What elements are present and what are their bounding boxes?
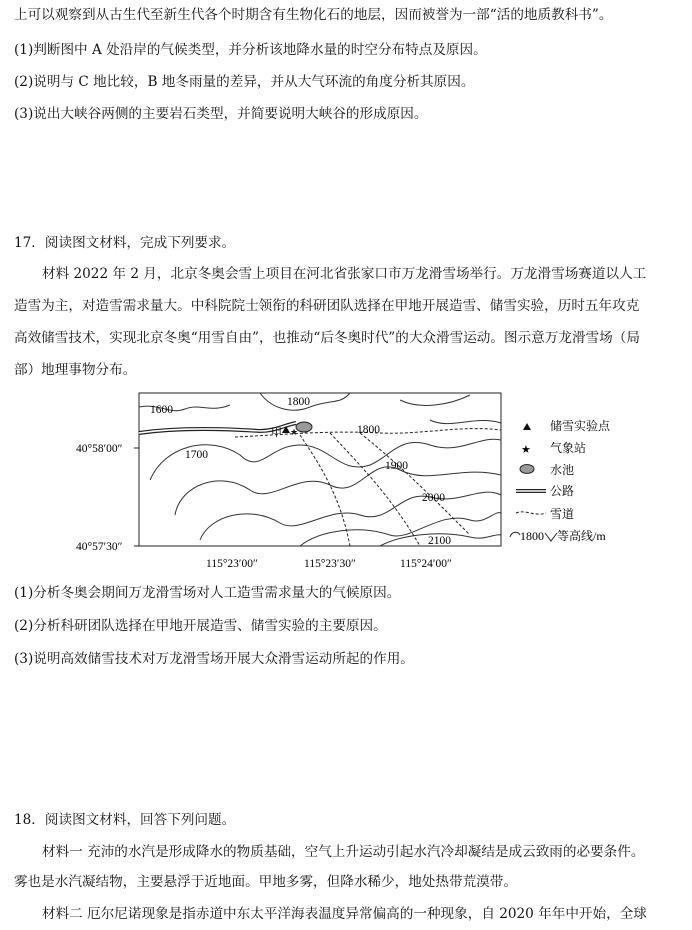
ski-resort-map	[0, 385, 692, 585]
pool-icon	[296, 422, 312, 432]
trail-3	[330, 433, 420, 546]
material-line-3: 高效储雪技术，实现北京冬奥“用雪自由”，也推动“后冬奥时代”的大众滑雪运动。图示意万龙滑雪场（局	[14, 330, 640, 346]
legend-label: 储雪实验点	[550, 419, 611, 433]
legend-label: 等高线/m	[557, 529, 606, 543]
contour-label: 2000	[422, 492, 445, 504]
question-17-heading: 17．阅读图文材料，完成下列要求。	[14, 235, 236, 251]
question-17-3: (3)说明高效储雪技术对万龙滑雪场开展大众滑雪运动所起的作用。	[14, 651, 414, 667]
longitude-label: 115°24′00″	[400, 558, 452, 570]
question-17-1: (1)分析冬奥会期间万龙滑雪场对人工造雪需求量大的气候原因。	[14, 585, 401, 601]
trail-icon	[516, 512, 546, 514]
material-line-4: 部）地理事物分布。	[14, 362, 137, 378]
place-label-jia: 甲	[271, 427, 282, 439]
legend-label: 雪道	[550, 507, 575, 521]
longitude-label: 115°23′30″	[304, 558, 356, 570]
contour-extra	[400, 395, 501, 424]
contour-icon	[510, 532, 520, 537]
legend-label: 公路	[550, 484, 575, 498]
question-18-heading: 18．阅读图文材料，回答下列问题。	[14, 812, 236, 828]
longitude-label: 115°23′00″	[206, 558, 258, 570]
question-16-3: (3)说出大峡谷两侧的主要岩石类型，并简要说明大峡谷的形成原因。	[14, 106, 428, 122]
material1-line-2: 雾也是水汽凝结物，主要悬浮于近地面。甲地多雾，但降水稀少，地处热带荒漠带。	[14, 874, 517, 890]
material1-line-1: 材料一 充沛的水汽是形成降水的物质基础，空气上升运动引起水汽冷却凝结是成云致雨的必要条件。	[42, 844, 645, 860]
star-icon: ★	[290, 427, 299, 437]
latitude-label: 40°57′30″	[76, 541, 123, 553]
latitude-label: 40°58′00″	[76, 443, 123, 455]
contour-2000	[300, 513, 501, 546]
question-17-2: (2)分析科研团队选择在甲地开展造雪、储雪实验的主要原因。	[14, 618, 387, 634]
question-16-1: (1)判断图中 A 处沿岸的气候类型，并分析该地降水量的时空分布特点及原因。	[14, 42, 487, 58]
material2-line-1: 材料二 厄尔尼诺现象是指赤道中东太平洋海表温度异常偏高的一种现象，自 2020 年年中开始，全球	[42, 906, 647, 922]
legend-contour-value: 1800	[520, 529, 544, 543]
contour-label: 2100	[428, 535, 451, 547]
top-line-1: 上可以观察到从古生代至新生代各个时期含有生物化石的地层，因而被誉为一部“活的地质教科书”。	[14, 7, 613, 23]
trail-2	[300, 435, 350, 546]
contour-label: 1700	[185, 449, 208, 461]
contour-label: 1800	[287, 396, 310, 408]
material-line-2: 造雪为主，对造雪需求量大。中科院院士领衔的科研团队选择在甲地开展造雪、储雪实验，历时五年攻克	[14, 298, 640, 314]
contour-label: 1900	[385, 460, 408, 472]
legend-label: 气象站	[550, 441, 587, 455]
star-icon: ★	[521, 444, 531, 456]
trail-4	[360, 433, 470, 535]
contour-label: 1800	[357, 424, 380, 436]
contour-1800	[175, 467, 501, 515]
contour-label: 1600	[150, 404, 173, 416]
legend-label: 水池	[550, 463, 575, 477]
contour-1900	[200, 492, 501, 540]
pool-icon	[520, 465, 534, 474]
question-16-2: (2)说明与 C 地比较，B 地冬雨量的差异，并从大气环流的角度分析其原因。	[14, 74, 475, 90]
map-frame	[139, 393, 501, 546]
triangle-icon	[523, 423, 531, 430]
map-legend	[510, 418, 611, 543]
material-line-1: 材料 2022 年 2 月，北京冬奥会雪上项目在河北省张家口市万龙滑雪场举行。万龙滑雪场赛道以人工	[42, 266, 647, 282]
